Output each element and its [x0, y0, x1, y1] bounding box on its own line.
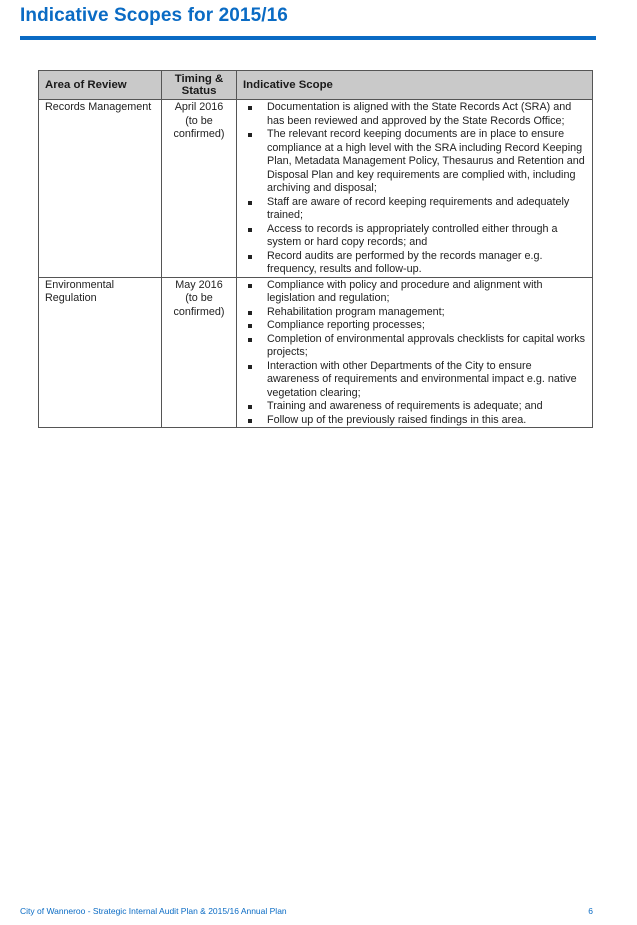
header-area-of-review: Area of Review	[39, 71, 162, 100]
table-header-row	[39, 71, 593, 100]
cell-scope	[237, 277, 593, 428]
page-title: Indicative Scopes for 2015/16	[20, 5, 288, 26]
title-divider	[20, 36, 596, 40]
timing-date: April 2016	[174, 101, 224, 113]
list-item: Rehabilitation program management;	[243, 306, 586, 320]
timing-status: (to be confirmed)	[173, 114, 225, 140]
list-item: Training and awareness of requirements is adequate; and	[243, 400, 586, 414]
list-item: Compliance reporting processes;	[243, 319, 586, 333]
list-item: Record audits are performed by the records manager e.g. frequency, results and follow-up.	[243, 250, 586, 277]
table-row	[39, 277, 593, 428]
list-item: The relevant record keeping documents are in place to ensure compliance at a high level with the SRA including Record Keeping Plan, Metadata Management Policy, Thesaurus and Retention and Disposal Plan and key requirements are complied with, including archiving and disposal;	[243, 128, 586, 196]
timing-status: (to be confirmed)	[173, 292, 225, 318]
footer-document-title: City of Wanneroo - Strategic Internal Audit Plan & 2015/16 Annual Plan	[20, 906, 287, 916]
cell-timing	[162, 277, 237, 428]
page-number: 6	[588, 906, 593, 916]
header-indicative-scope: Indicative Scope	[237, 71, 593, 100]
cell-area: Environmental Regulation	[39, 277, 162, 428]
list-item: Access to records is appropriately controlled either through a system or hard copy records; and	[243, 223, 586, 250]
cell-area: Records Management	[39, 100, 162, 278]
header-timing-status: Timing & Status	[162, 71, 237, 100]
list-item: Staff are aware of record keeping requirements and adequately trained;	[243, 196, 586, 223]
scope-list	[243, 279, 586, 428]
indicative-scope-table	[38, 70, 593, 428]
list-item: Documentation is aligned with the State Records Act (SRA) and has been reviewed and approved by the State Records Office;	[243, 101, 586, 128]
table-row	[39, 100, 593, 278]
cell-scope	[237, 100, 593, 278]
scope-list	[243, 101, 586, 277]
cell-timing	[162, 100, 237, 278]
list-item: Follow up of the previously raised findings in this area.	[243, 414, 586, 428]
timing-date: May 2016	[175, 278, 223, 291]
list-item: Completion of environmental approvals checklists for capital works projects;	[243, 333, 586, 360]
list-item: Interaction with other Departments of the City to ensure awareness of requirements and environmental impact e.g. native vegetation clearing;	[243, 360, 586, 401]
list-item: Compliance with policy and procedure and alignment with legislation and regulation;	[243, 279, 586, 306]
